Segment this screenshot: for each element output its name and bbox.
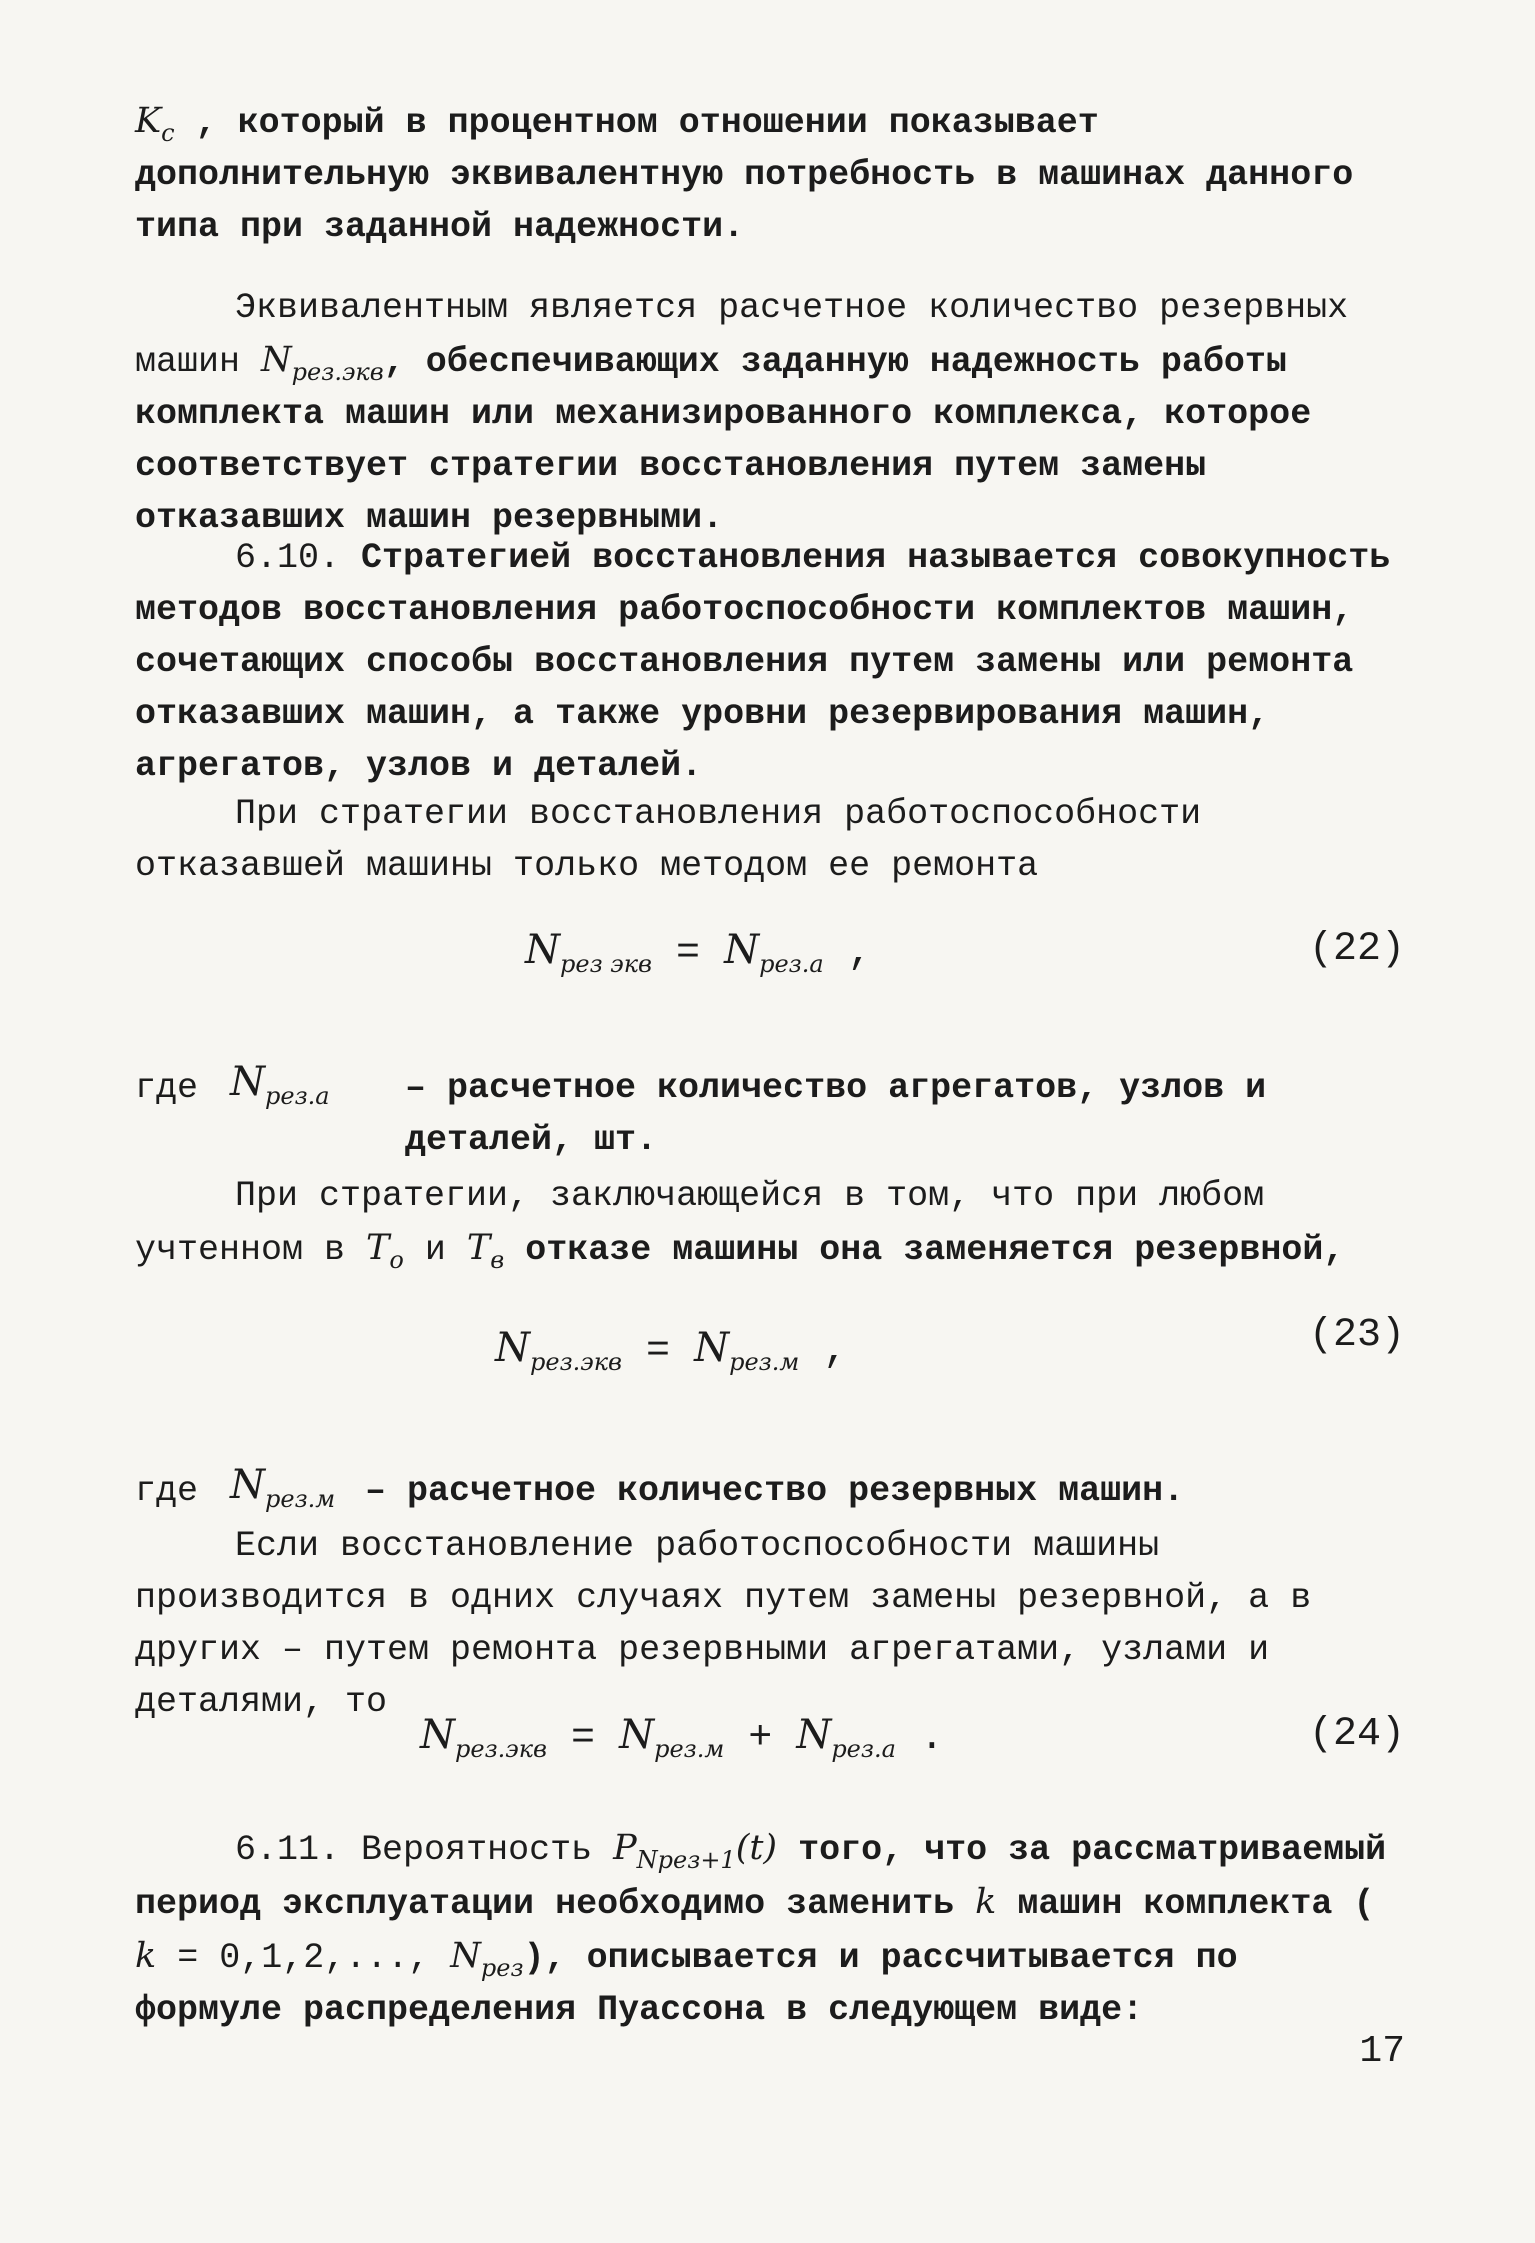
paragraph-6-11-mid: того, что за рассматриваемый период эксплуатации необходимо заменить xyxy=(135,1830,1387,1924)
eq24-term1-subscript: рез.м xyxy=(654,1735,725,1763)
paragraph-repair-strategy-text: При стратегии восстановления работоспособности отказавшей машины только методом ее ремонта xyxy=(135,794,1202,886)
paragraph-6-11 xyxy=(135,1822,1405,2036)
paragraph-repair-strategy xyxy=(135,788,1405,892)
equation-24 xyxy=(135,1705,1405,1775)
symbol-n-rez-ekv-subscript: рез.экв xyxy=(291,358,384,386)
symbol-t-o-subscript: о xyxy=(389,1246,404,1274)
where2-text: – расчетное количество резервных машин. xyxy=(365,1471,1185,1511)
symbol-p: P xyxy=(613,1828,637,1868)
definition-n-rez-m xyxy=(135,1462,1405,1525)
where-word-1: где xyxy=(135,1068,199,1108)
paragraph-6-11-range: = 0,1,2,..., xyxy=(156,1938,451,1978)
page-number: 17 xyxy=(1359,2030,1405,2073)
paragraph-6-11-start: Вероятность xyxy=(361,1830,614,1870)
section-number-6-11: 6.11. xyxy=(235,1830,341,1870)
where1-text: – расчетное количество агрегатов, узлов и деталей, шт. xyxy=(405,1068,1267,1160)
symbol-k: K xyxy=(135,101,162,141)
symbol-k-count: k xyxy=(975,1882,997,1922)
where2-symbol: N xyxy=(230,1462,265,1508)
eq24-lhs-subscript: рез.экв xyxy=(455,1735,548,1763)
eq22-rhs-subscript: рез.а xyxy=(759,950,824,978)
eq24-number: (24) xyxy=(1308,1712,1405,1757)
paragraph-coefficient-text: , который в процентном отношении показывает дополнительную эквивалентную потребность в машинах данного типа при заданной надежности. xyxy=(135,103,1354,247)
where-word-2: где xyxy=(135,1471,199,1511)
symbol-n-rez: N xyxy=(450,1936,481,1976)
paragraph-mixed-strategy xyxy=(135,1520,1405,1728)
eq24-lhs: N xyxy=(420,1712,455,1758)
symbol-n-rez-subscript: рез xyxy=(480,1954,524,1982)
eq22-lhs-subscript: рез экв xyxy=(560,950,653,978)
symbol-p-subscript: Nрез+1 xyxy=(636,1846,736,1874)
eq23-lhs: N xyxy=(495,1325,530,1371)
paragraph-6-11-end: ), описывается и рассчитывается по формуле распределения Пуассона в следующем виде: xyxy=(135,1938,1238,2030)
paragraph-replacement-end: отказе машины она заменяется резервной, xyxy=(504,1230,1345,1270)
eq22-rhs: N xyxy=(724,927,760,973)
definition-n-rez-a xyxy=(135,1059,1405,1172)
paragraph-replacement-and: и xyxy=(403,1230,467,1270)
eq22-lhs: N xyxy=(525,927,560,973)
where1-symbol: N xyxy=(230,1059,265,1105)
eq24-end: . xyxy=(919,1716,944,1761)
section-number-6-10: 6.10. xyxy=(235,538,341,578)
eq22-number: (22) xyxy=(1308,927,1405,972)
paragraph-6-11-mid2: машин комплекта ( xyxy=(996,1884,1375,1924)
paragraph-equivalent-start: Эквивалентным является расчетное количество резервных машин xyxy=(135,288,1349,382)
eq24-equals: = xyxy=(571,1716,596,1761)
paragraph-6-10 xyxy=(135,532,1405,792)
eq22-end: , xyxy=(847,931,872,976)
symbol-t-v-subscript: в xyxy=(490,1246,505,1274)
eq23-end: , xyxy=(823,1329,848,1374)
eq23-equals: = xyxy=(646,1329,671,1374)
paragraph-mixed-strategy-text: Если восстановление работоспособности машины производится в одних случаях путем замены резервной, а в других – путем ремонта резервными агрегатами, узлами и деталями, то xyxy=(135,1526,1312,1722)
paragraph-replacement-start: При стратегии, заключающейся в том, что при любом учтенном в xyxy=(135,1176,1265,1270)
paragraph-coefficient xyxy=(135,95,1405,253)
where2-symbol-subscript: рез.м xyxy=(265,1485,336,1513)
symbol-k-count-2: k xyxy=(135,1936,157,1976)
eq22-equals: = xyxy=(676,931,701,976)
eq24-term2-subscript: рез.а xyxy=(831,1735,896,1763)
equation-22 xyxy=(135,920,1405,990)
where1-symbol-subscript: рез.а xyxy=(265,1082,330,1110)
eq24-plus: + xyxy=(748,1716,773,1761)
eq23-rhs-subscript: рез.м xyxy=(729,1348,800,1376)
paragraph-replacement-strategy xyxy=(135,1170,1405,1276)
symbol-p-argument: (t) xyxy=(735,1828,778,1868)
symbol-n-rez-ekv: N xyxy=(261,340,292,380)
eq23-number: (23) xyxy=(1308,1313,1405,1358)
equation-23 xyxy=(135,1313,1405,1388)
eq24-term1: N xyxy=(619,1712,655,1758)
paragraph-6-10-text: Стратегией восстановления называется совокупность методов восстановления работоспособности комплектов машин, сочетающих способы восстановления путем замены или ремонта отказавших машин, а также уровни резервирования машин, агрегатов, узлов и деталей. xyxy=(135,538,1391,786)
symbol-t-v: T xyxy=(466,1228,491,1268)
symbol-t-o: T xyxy=(366,1228,390,1268)
symbol-k-subscript: c xyxy=(161,119,175,147)
paragraph-equivalent xyxy=(135,282,1405,544)
eq23-lhs-subscript: рез.экв xyxy=(530,1348,623,1376)
eq23-rhs: N xyxy=(694,1325,730,1371)
paragraph-equivalent-rest: , обеспечивающих заданную надежность работы комплекта машин или механизированного комплекса, которое соответствует стратегии восстановления путем замены отказавших машин резервными. xyxy=(135,342,1312,538)
eq24-term2: N xyxy=(796,1712,832,1758)
